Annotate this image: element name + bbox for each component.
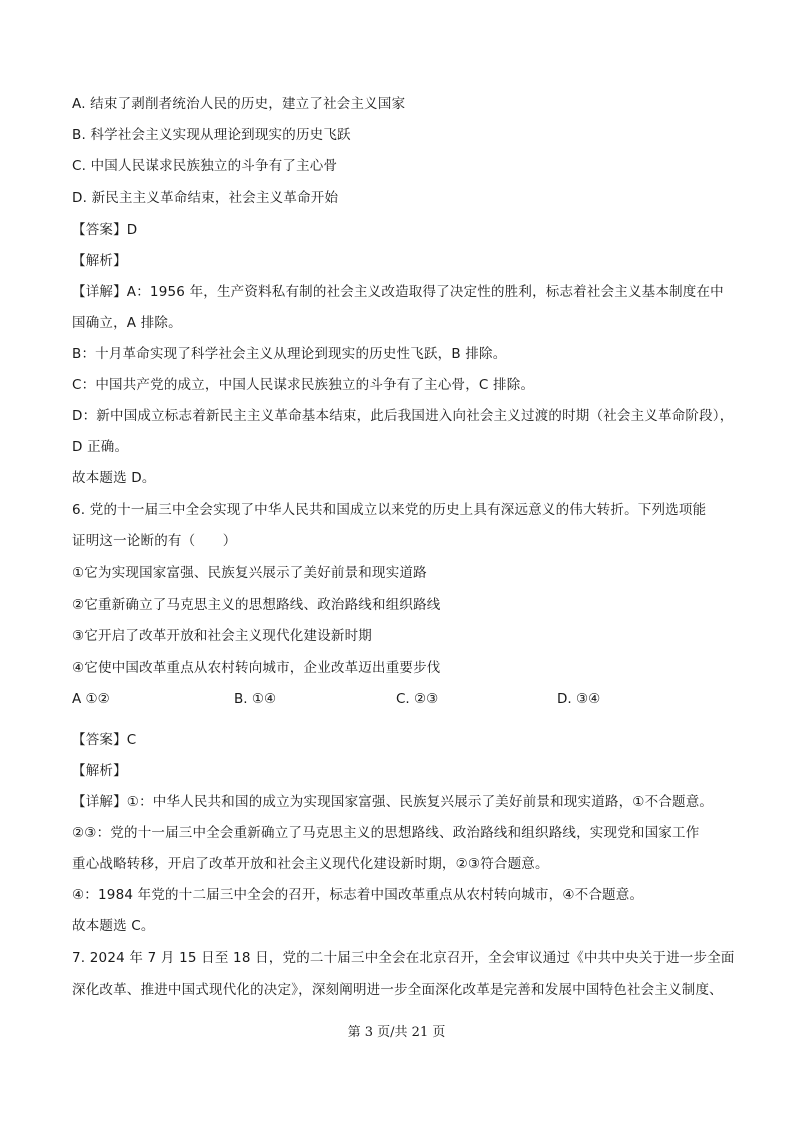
q7-stem-line: 深化改革、推进中国式现代化的决定》，深刻阐明进一步全面深化改革是完善和发展中国特色社会主义制度、	[72, 982, 723, 998]
q6-conclusion: 故本题选 C。	[72, 918, 155, 934]
q6-answer: 【答案】C	[72, 732, 137, 748]
q6-statement: ③它开启了改革开放和社会主义现代化建设新时期	[72, 628, 373, 644]
q5-conclusion: 故本题选 D。	[72, 470, 156, 486]
q5-option-b: B. 科学社会主义实现从理论到现实的历史飞跃	[72, 127, 351, 143]
q6-statement: ④它使中国改革重点从农村转向城市，企业改革迈出重要步伐	[72, 660, 441, 676]
q5-option-c: C. 中国人民谋求民族独立的斗争有了主心骨	[72, 158, 338, 174]
q6-statement: ②它重新确立了马克思主义的思想路线、政治路线和组织路线	[72, 597, 441, 613]
q6-explanation-line: 【详解】①：中华人民共和国的成立为实现国家富强、民族复兴展示了美好前景和现实道路，①不合题意。	[72, 794, 714, 810]
q6-choice-b: B. ①④	[234, 691, 277, 707]
q5-explanation-line: D 正确。	[72, 439, 129, 455]
q6-choice-a: A ①②	[72, 691, 110, 707]
page-number-footer: 第 3 页/共 21 页	[347, 1025, 446, 1040]
q7-stem-line: 7. 2024 年 7 月 15 日至 18 日，党的二十届三中全会在北京召开，全会审议通过《中共中央关于进一步全面	[72, 950, 735, 966]
q5-option-d: D. 新民主主义革命结束，社会主义革命开始	[72, 190, 339, 206]
q5-answer: 【答案】D	[72, 222, 138, 238]
q5-explanation-line: B：十月革命实现了科学社会主义从理论到现实的历史性飞跃，B 排除。	[72, 346, 507, 362]
q5-explanation-line: D：新中国成立标志着新民主主义革命基本结束，此后我国进入向社会主义过渡的时期（社会主义革命阶段），	[72, 408, 734, 424]
q6-statement: ①它为实现国家富强、民族复兴展示了美好前景和现实道路	[72, 565, 427, 581]
q6-stem-line: 6. 党的十一届三中全会实现了中华人民共和国成立以来党的历史上具有深远意义的伟大转折。下列选项能	[72, 502, 707, 518]
q6-explanation-line: ②③：党的十一届三中全会重新确立了马克思主义的思想路线、政治路线和组织路线，实现党和国家工作	[72, 825, 700, 841]
q6-choice-c: C. ②③	[396, 691, 439, 707]
q6-stem-line: 证明这一论断的有（ ）	[72, 533, 237, 549]
q5-explanation-line: 【详解】A：1956 年，生产资料私有制的社会主义改造取得了决定性的胜利，标志着社会主义基本制度在中	[72, 284, 724, 300]
q6-analysis-label: 【解析】	[72, 763, 127, 779]
q5-explanation-line: C：中国共产党的成立，中国人民谋求民族独立的斗争有了主心骨，C 排除。	[72, 377, 535, 393]
q6-explanation-line: ④：1984 年党的十二届三中全会的召开，标志着中国改革重点从农村转向城市，④不合题意。	[72, 887, 644, 903]
q6-choice-d: D. ③④	[557, 691, 601, 707]
q5-option-a: A. 结束了剥削者统治人民的历史，建立了社会主义国家	[72, 96, 406, 112]
q6-explanation-line: 重心战略转移，开启了改革开放和社会主义现代化建设新时期，②③符合题意。	[72, 856, 549, 872]
q5-analysis-label: 【解析】	[72, 253, 127, 269]
q5-explanation-line: 国确立，A 排除。	[72, 315, 182, 331]
